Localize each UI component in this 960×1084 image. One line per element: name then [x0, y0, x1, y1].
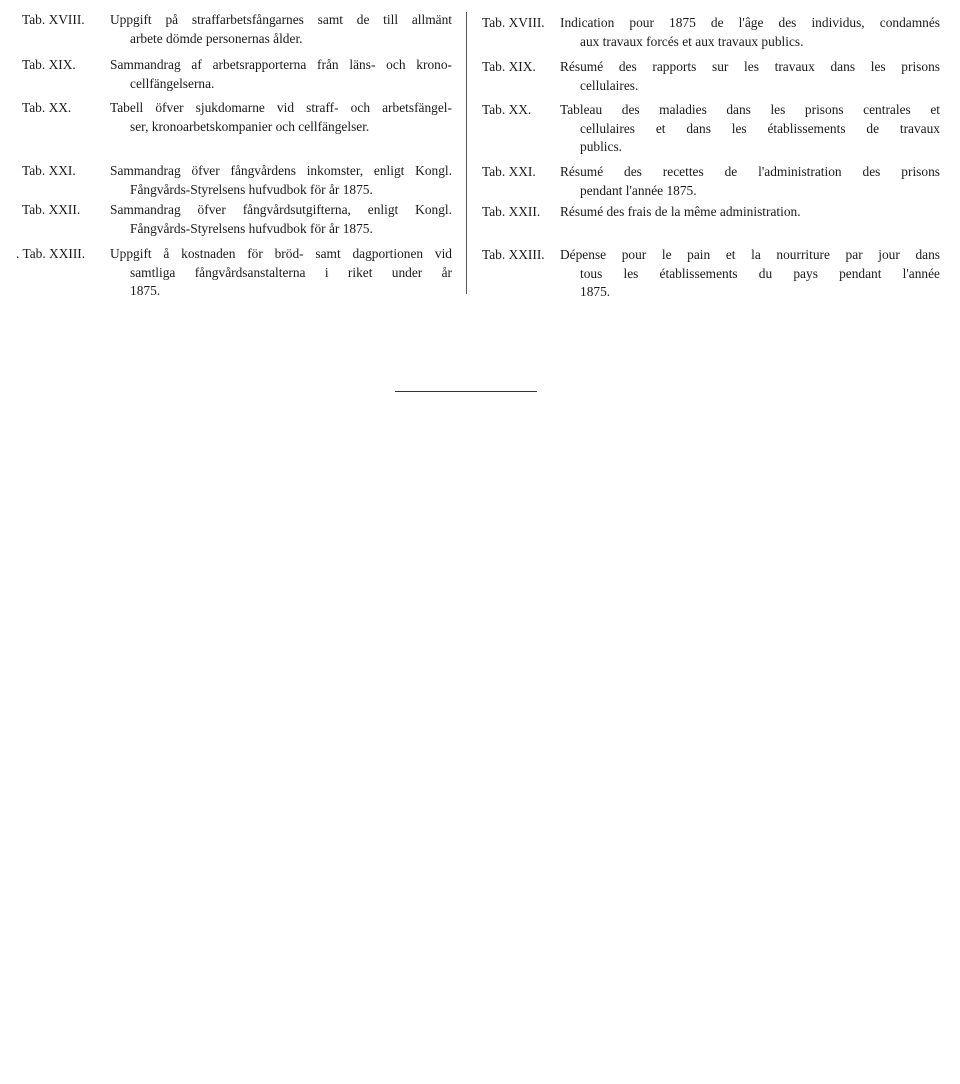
description-line: Indication pour 1875 de l'âge des individus, condamnés [560, 15, 940, 30]
column-divider [466, 12, 467, 294]
description-line: publics. [580, 139, 623, 154]
description-line: Uppgift å kostnaden för bröd- samt dagportionen vid [110, 246, 452, 261]
description-line: 1875. [130, 283, 161, 298]
description-line: ser, kronoarbetskompanier och cellfängelser. [130, 118, 370, 134]
tab-number: Tab. XXI. [482, 164, 536, 179]
entry-tab-xxi-sv [22, 162, 452, 197]
entry-description [560, 14, 940, 51]
description-line: Tableau des maladies dans les prisons centrales et [560, 102, 940, 117]
entry-description [110, 245, 452, 301]
section-divider-rule [395, 391, 537, 392]
tab-number: Tab. XXIII. [482, 247, 545, 262]
description-line: Fångvårds-Styrelsens hufvudbok för år 1875. [130, 181, 373, 197]
description-line: Fångvårds-Styrelsens hufvudbok för år 1875. [130, 220, 373, 236]
entry-tab-xx-fr [482, 101, 940, 154]
entry-description [560, 246, 940, 302]
tab-number: Tab. XIX. [482, 59, 536, 74]
tab-number: Tab. XVIII. [482, 15, 545, 30]
entry-tab-xviii-sv [22, 11, 452, 46]
description-line: Uppgift på straffarbetsfångarnes samt de till allmänt [110, 12, 452, 27]
entry-description [110, 162, 452, 199]
description-line: tous les établissements du pays pendant l'année [580, 265, 940, 281]
description-line: Tabell öfver sjukdomarne vid straff- och arbetsfängel- [110, 100, 452, 115]
entry-description [560, 58, 940, 95]
description-line: Résumé des rapports sur les travaux dans les prisons [560, 59, 940, 74]
tab-number: Tab. XXII. [22, 202, 81, 217]
entry-description [110, 56, 452, 93]
entry-tab-xix-sv [22, 56, 452, 91]
tab-number: Tab. XVIII. [22, 12, 85, 27]
tab-number: Tab. XIX. [22, 57, 76, 72]
tab-number: . Tab. XXIII. [16, 246, 86, 261]
entry-tab-xxi-fr [482, 163, 940, 198]
description-line: Sammandrag öfver fångvårdens inkomster, enligt Kongl. [110, 163, 452, 178]
description-line: Résumé des frais de la même administration. [560, 204, 801, 219]
tab-number: Tab. XX. [22, 100, 72, 115]
description-line: Sammandrag öfver fångvårdsutgifterna, enligt Kongl. [110, 202, 452, 217]
entry-description [110, 11, 452, 48]
entry-description [110, 99, 452, 136]
description-line: cellulaires. [580, 77, 639, 93]
description-line: samtliga fångvårdsanstalterna i riket under år [130, 264, 452, 280]
entry-tab-xxiii-fr [482, 246, 940, 299]
entry-tab-xviii-fr [482, 14, 940, 49]
tab-number: Tab. XXII. [482, 204, 541, 219]
description-line: Résumé des recettes de l'administration des prisons [560, 164, 940, 179]
tab-number: Tab. XXI. [22, 163, 76, 178]
description-line: 1875. [580, 284, 611, 299]
description-line: Sammandrag af arbetsrapporterna från läns- och krono- [110, 57, 452, 72]
tab-number: Tab. XX. [482, 102, 532, 117]
description-line: cellfängelserna. [130, 75, 215, 91]
description-line: arbete dömde personernas ålder. [130, 30, 303, 46]
entry-tab-xix-fr [482, 58, 940, 93]
entry-description [560, 163, 940, 200]
description-line: aux travaux forcés et aux travaux publics. [580, 33, 804, 49]
entry-tab-xxii-sv [22, 201, 452, 236]
entry-tab-xxii-fr [482, 203, 801, 222]
entry-tab-xxiii-sv [16, 245, 452, 298]
description-line: pendant l'année 1875. [580, 182, 697, 198]
entry-tab-xx-sv [22, 99, 452, 134]
description-line: cellulaires et dans les établissements de travaux [580, 120, 940, 136]
description-line: Dépense pour le pain et la nourriture par jour dans [560, 247, 940, 262]
entry-description [110, 201, 452, 238]
entry-description [560, 203, 940, 222]
entry-description [560, 101, 940, 157]
